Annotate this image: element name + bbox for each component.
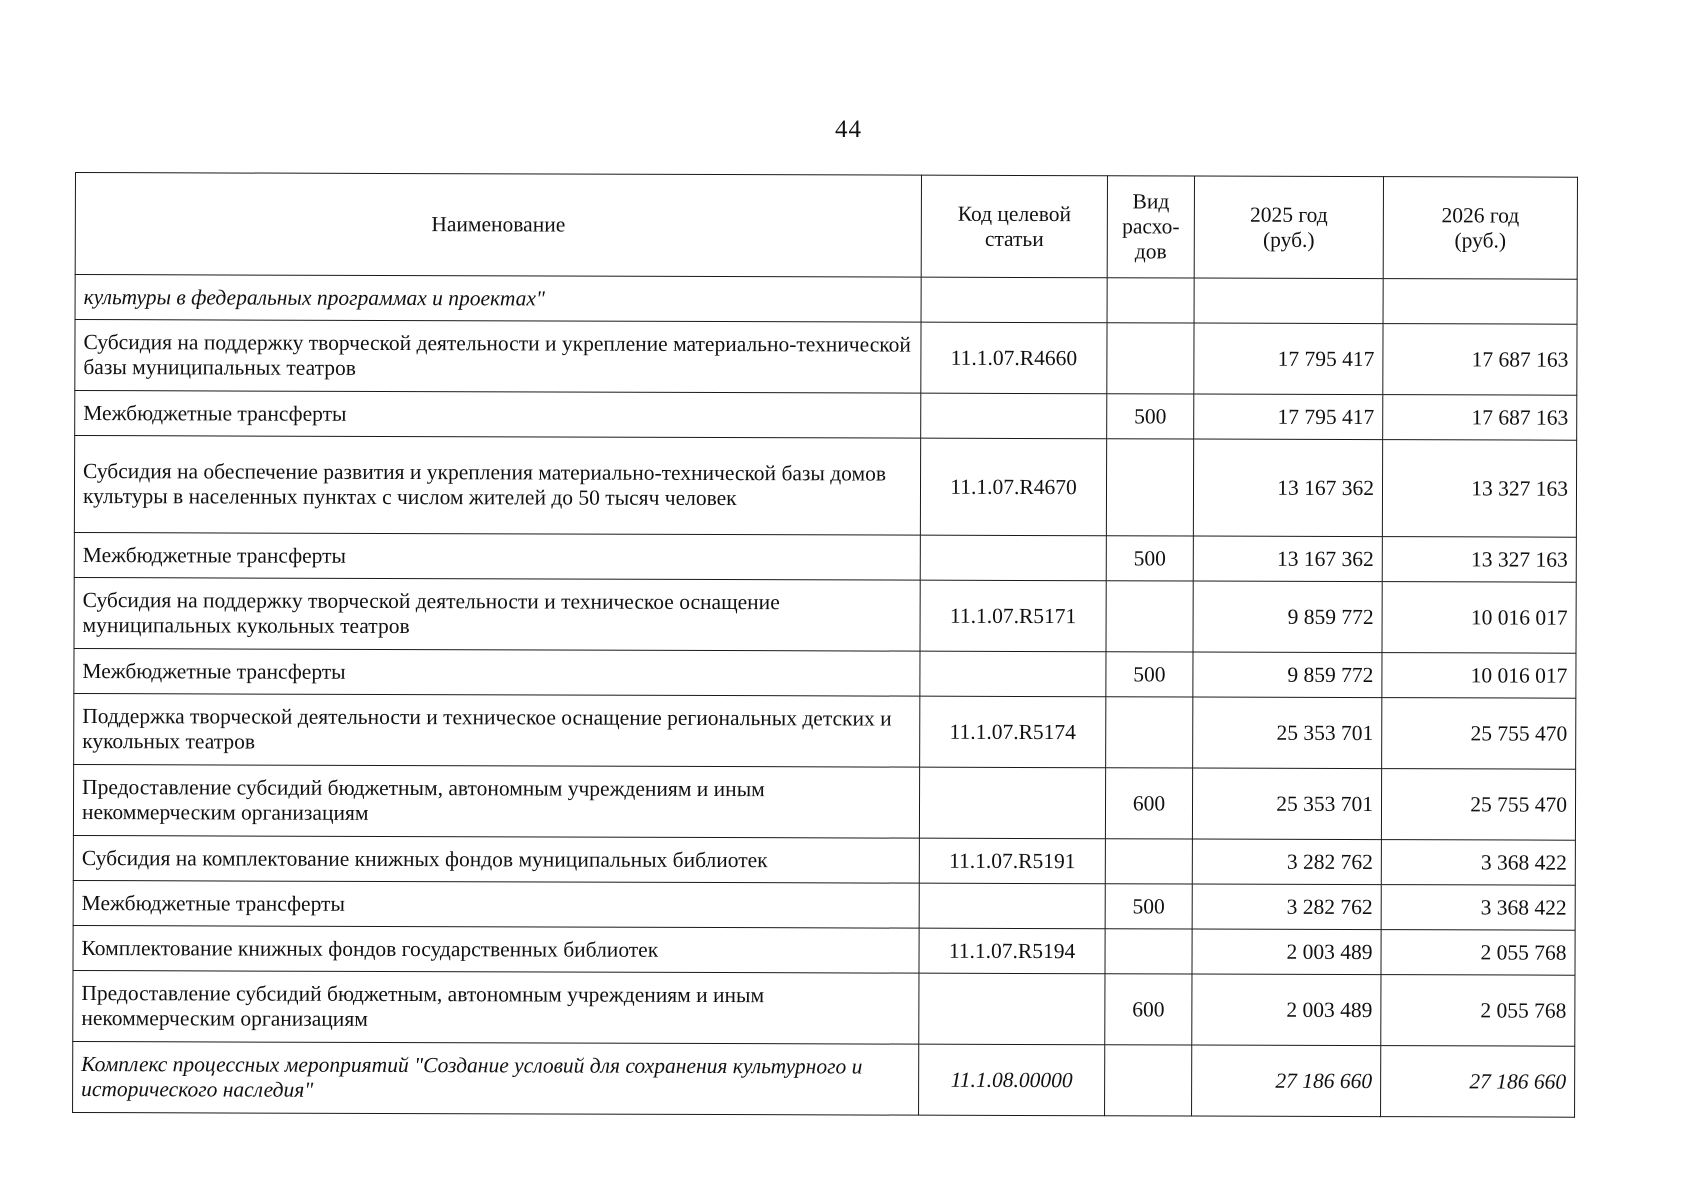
row-2025: 9 859 772: [1193, 581, 1382, 653]
row-code: 11.1.07.R5191: [919, 838, 1105, 884]
row-code: [919, 883, 1105, 929]
header-2026: 2026 год (руб.): [1383, 177, 1577, 280]
row-name: Субсидия на комплектование книжных фондов муниципальных библиотек: [73, 835, 919, 883]
row-code: 11.1.07.R4670: [920, 438, 1106, 536]
row-2025: 27 186 660: [1192, 1045, 1381, 1117]
row-2025: [1194, 278, 1383, 324]
row-2026: 3 368 422: [1381, 840, 1575, 886]
row-name: Субсидия на обеспечение развития и укрепления материально-технической базы домов культуры в населенных пунктах с числом жителей до 50 тысяч человек: [74, 436, 920, 536]
row-2025: 2 003 489: [1192, 974, 1381, 1046]
row-2025: 2 003 489: [1192, 929, 1381, 975]
table-header-row: [75, 173, 1577, 280]
row-2026: 10 016 017: [1382, 582, 1576, 654]
row-2025: 25 353 701: [1192, 768, 1381, 840]
row-code: [921, 277, 1107, 323]
row-code: [921, 393, 1107, 439]
row-2026: 2 055 768: [1381, 975, 1575, 1047]
header-name: Наименование: [75, 173, 921, 278]
table-row: [73, 880, 1575, 930]
table-row: [73, 1041, 1575, 1117]
row-type: [1107, 323, 1194, 394]
row-2025: 25 353 701: [1193, 697, 1382, 769]
row-name: Комплекс процессных мероприятий "Создание условий для сохранения культурного и исторического наследия": [73, 1041, 919, 1115]
row-type: [1107, 278, 1194, 323]
budget-table: [72, 172, 1578, 1118]
row-code: 11.1.07.R5171: [920, 580, 1106, 652]
table-row: [75, 391, 1577, 441]
row-name: Межбюджетные трансферты: [74, 532, 920, 580]
row-2025: 13 167 362: [1193, 536, 1382, 582]
header-2025: 2025 год (руб.): [1194, 176, 1383, 279]
row-name: Межбюджетные трансферты: [75, 391, 921, 439]
row-code: 11.1.07.R5194: [919, 928, 1105, 974]
table-row: [74, 693, 1576, 769]
row-code: [919, 767, 1105, 839]
row-code: [920, 535, 1106, 581]
page-number: 44: [835, 116, 862, 143]
row-2026: 17 687 163: [1383, 324, 1577, 396]
row-type: 500: [1106, 652, 1193, 697]
row-code: 11.1.07.R4660: [921, 322, 1107, 394]
row-2026: 13 327 163: [1382, 440, 1576, 538]
row-type: 600: [1105, 974, 1192, 1045]
row-2025: 17 795 417: [1194, 394, 1383, 440]
row-type: [1106, 697, 1193, 768]
header-type: Вид расхо-дов: [1107, 176, 1194, 278]
row-code: 11.1.08.00000: [919, 1044, 1105, 1116]
table-row: [75, 275, 1577, 325]
row-2025: 9 859 772: [1193, 652, 1382, 698]
table-row: [74, 436, 1576, 538]
header-code: Код целевой статьи: [921, 175, 1107, 278]
row-code: [920, 651, 1106, 697]
row-name: Межбюджетные трансферты: [73, 880, 919, 928]
row-name: Субсидия на поддержку творческой деятельности и техническое оснащение муниципальных кукольных театров: [74, 577, 920, 651]
row-2026: 17 687 163: [1383, 395, 1577, 441]
table-row: [74, 577, 1576, 653]
row-2025: 3 282 762: [1192, 884, 1381, 930]
row-2026: 2 055 768: [1381, 930, 1575, 976]
row-name: культуры в федеральных программах и проектах": [75, 275, 921, 323]
row-name: Поддержка творческой деятельности и техническое оснащение региональных детских и кукольных театров: [74, 693, 920, 767]
row-type: 600: [1105, 768, 1192, 839]
row-type: [1105, 1045, 1192, 1116]
row-2025: 3 282 762: [1192, 839, 1381, 885]
row-2026: [1383, 279, 1577, 325]
row-code: 11.1.07.R5174: [920, 696, 1106, 768]
row-code: [919, 973, 1105, 1045]
row-name: Предоставление субсидий бюджетным, автономным учреждениям и иным некоммерческим организациям: [73, 970, 919, 1044]
row-type: [1106, 439, 1193, 536]
row-2026: 25 755 470: [1381, 769, 1575, 841]
row-type: 500: [1105, 884, 1192, 929]
row-type: 500: [1107, 394, 1194, 439]
row-type: [1105, 839, 1192, 884]
row-type: [1106, 581, 1193, 652]
table-row: [75, 320, 1577, 396]
row-2026: 25 755 470: [1382, 698, 1576, 770]
row-name: Субсидия на поддержку творческой деятельности и укрепление материально-технической базы муниципальных театров: [75, 320, 921, 394]
row-2026: 3 368 422: [1381, 885, 1575, 931]
row-2025: 17 795 417: [1194, 323, 1383, 395]
table-row: [73, 970, 1575, 1046]
row-2025: 13 167 362: [1193, 439, 1382, 537]
row-name: Межбюджетные трансферты: [74, 648, 920, 696]
row-2026: 13 327 163: [1382, 537, 1576, 583]
table-row: [73, 764, 1575, 840]
row-name: Комплектование книжных фондов государственных библиотек: [73, 925, 919, 973]
table-row: [74, 532, 1576, 582]
row-type: [1105, 929, 1192, 974]
table-row: [73, 925, 1575, 975]
row-name: Предоставление субсидий бюджетным, автономным учреждениям и иным некоммерческим организациям: [73, 764, 919, 838]
row-2026: 27 186 660: [1381, 1046, 1575, 1118]
table-row: [74, 648, 1576, 698]
table-row: [73, 835, 1575, 885]
row-type: 500: [1106, 536, 1193, 581]
row-2026: 10 016 017: [1382, 653, 1576, 699]
